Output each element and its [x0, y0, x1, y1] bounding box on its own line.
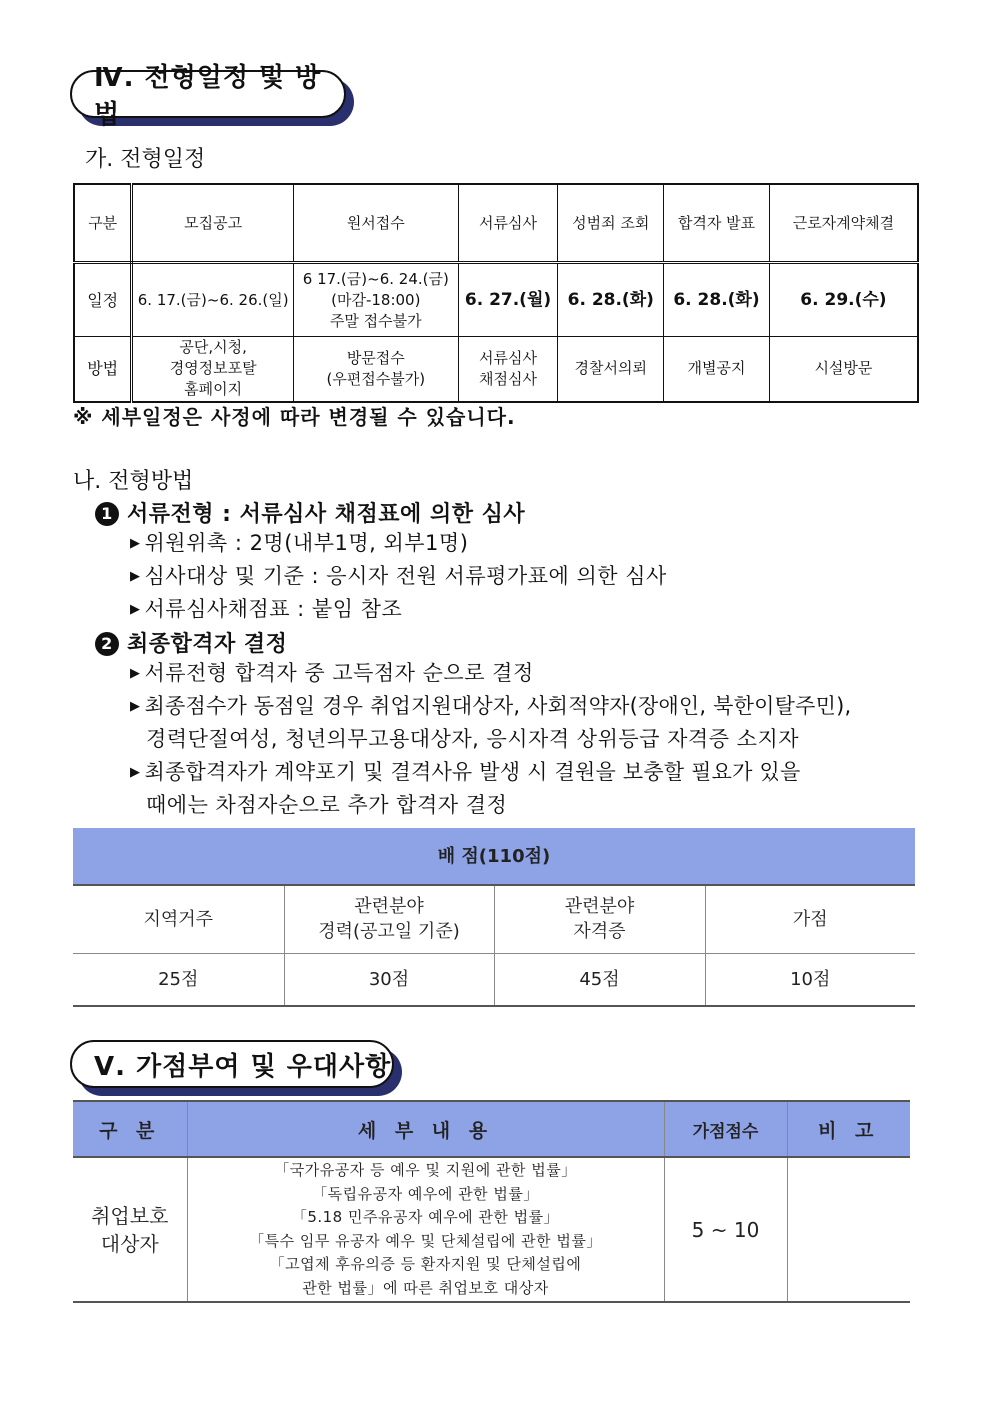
step1-title: 서류전형 : 서류심사 채점표에 의한 심사 [127, 502, 526, 527]
bonus-details [187, 1157, 664, 1302]
method-application-line1: 방문접수 [346, 348, 405, 367]
date-application-line3: 주말 접수불가 [329, 311, 422, 330]
method-document-review [458, 336, 558, 402]
method-application-line2: (우편접수불가) [326, 369, 426, 388]
schedule-note: ※ 세부일정은 사정에 따라 변경될 수 있습니다. [73, 405, 516, 429]
score-table [73, 828, 915, 1007]
step2-item [130, 756, 800, 789]
step2-item-text: 경력단절여성, 청년의무고용대상자, 응시자격 상위등급 자격증 소지자 [146, 727, 800, 751]
step2-item-continued [146, 723, 799, 756]
law-line: 「5.18 민주유공자 예우에 관한 법률」 [291, 1208, 560, 1226]
date-document-review: 6. 27.(월) [458, 263, 558, 337]
score-header-bonus: 가점 [705, 885, 915, 953]
score-header-residence: 지역거주 [73, 885, 284, 953]
date-announcement: 6. 17.(금)~6. 26.(일) [132, 263, 294, 337]
method-announcement-line2: 경영정보포탈 [169, 359, 257, 378]
score-header-experience [284, 885, 494, 953]
section5-heading: Ⅴ. 가점부여 및 우대사항 [70, 1040, 394, 1088]
schedule-row-dates [74, 263, 918, 337]
score-header-experience-line1: 관련분야 [354, 896, 424, 918]
score-value-bonus: 10점 [705, 953, 915, 1006]
header-crime-check: 성범죄 조회 [558, 184, 664, 263]
law-line: 「국가유공자 등 예우 및 지원에 관한 법률」 [274, 1161, 577, 1179]
triangle-bullet-icon: ▶ [130, 666, 141, 681]
subheading-schedule: 가. 전형일정 [85, 147, 206, 172]
date-application-line1: 6 17.(금)~6. 24.(금) [302, 269, 449, 288]
date-crime-check: 6. 28.(화) [558, 263, 664, 337]
header-application: 원서접수 [293, 184, 458, 263]
triangle-bullet-icon: ▶ [130, 569, 141, 584]
header-result: 합격자 발표 [664, 184, 770, 263]
score-header-certificate [494, 885, 705, 953]
step1-heading [95, 497, 525, 528]
section4-heading: Ⅳ. 전형일정 및 방법 [70, 70, 346, 118]
step2-title: 최종합격자 결정 [127, 632, 288, 657]
triangle-bullet-icon: ▶ [130, 765, 141, 780]
header-announcement: 모집공고 [132, 184, 294, 263]
step1-item [130, 527, 468, 560]
date-application-line2: (마감-18:00) [331, 290, 421, 309]
step1-item-text: 위원위촉 : 2명(내부1명, 외부1명) [144, 531, 469, 555]
method-contract: 시설방문 [769, 336, 918, 402]
method-document-review-line2: 채점심사 [479, 369, 537, 388]
triangle-bullet-icon: ▶ [130, 536, 141, 551]
header-contract: 근로자계약체결 [769, 184, 918, 263]
step2-item-text: 때에는 차점자순으로 추가 합격자 결정 [146, 793, 508, 817]
score-header-experience-line2: 경력(공고일 기준) [318, 921, 460, 943]
step2-item [130, 657, 534, 690]
subheading-method: 나. 전형방법 [73, 469, 194, 494]
date-application [293, 263, 458, 337]
method-application [293, 336, 458, 402]
bonus-header-points: 가점점수 [664, 1101, 787, 1157]
score-value-experience: 30점 [284, 953, 494, 1006]
step2-item-text: 최종점수가 동점일 경우 취업지원대상자, 사회적약자(장애인, 북한이탈주민), [144, 694, 852, 718]
bonus-category-line1: 취업보호 [91, 1203, 169, 1228]
bonus-category [73, 1157, 187, 1302]
method-document-review-line1: 서류심사 [479, 348, 537, 367]
date-contract: 6. 29.(수) [769, 263, 918, 337]
step2-item-continued [146, 789, 507, 822]
bonus-remark [787, 1157, 910, 1302]
method-announcement-line3: 홈페이지 [184, 380, 243, 399]
step2-item [130, 690, 851, 723]
bonus-category-line2: 대상자 [100, 1231, 159, 1256]
bonus-header-details: 세 부 내 용 [187, 1101, 664, 1157]
step1-item-text: 서류심사채점표 : 붙임 참조 [144, 597, 403, 621]
law-line: 「독립유공자 예우에 관한 법률」 [312, 1184, 539, 1203]
score-header-certificate-line1: 관련분야 [564, 896, 635, 918]
bonus-header-category: 구 분 [73, 1101, 187, 1157]
bonus-points: 5 ~ 10 [664, 1157, 787, 1302]
score-value-certificate: 45점 [494, 953, 705, 1006]
bonus-header-remark: 비 고 [787, 1101, 910, 1157]
step1-number-icon: 1 [95, 502, 119, 526]
method-crime-check: 경찰서의뢰 [558, 336, 664, 402]
header-document-review: 서류심사 [458, 184, 558, 263]
step1-item [130, 593, 402, 626]
schedule-row-methods [74, 336, 918, 402]
step2-heading [95, 627, 287, 658]
step1-item [130, 560, 667, 593]
method-announcement-line1: 공단,시청, [179, 338, 247, 357]
header-category: 구분 [74, 184, 132, 263]
score-table-title: 배 점(110점) [73, 828, 915, 885]
method-result: 개별공지 [664, 336, 770, 402]
step2-item-text: 최종합격자가 계약포기 및 결격사유 발생 시 결원을 보충할 필요가 있을 [144, 760, 801, 784]
triangle-bullet-icon: ▶ [130, 602, 141, 617]
step1-item-text: 심사대상 및 기준 : 응시자 전원 서류평가표에 의한 심사 [144, 564, 667, 588]
law-line: 관한 법률」에 따른 취업보호 대상자 [302, 1278, 549, 1297]
date-result: 6. 28.(화) [664, 263, 770, 337]
triangle-bullet-icon: ▶ [130, 699, 141, 714]
law-line: 「특수 임무 유공자 예우 및 단체설립에 관한 법률」 [249, 1231, 602, 1250]
method-announcement [132, 336, 294, 402]
row-label-dates: 일정 [74, 263, 132, 337]
bonus-table [73, 1100, 910, 1303]
step2-number-icon: 2 [95, 632, 119, 656]
score-header-certificate-line2: 자격증 [573, 921, 626, 943]
row-label-methods: 방법 [74, 336, 132, 402]
schedule-table [73, 183, 919, 403]
law-line: 「고엽제 후유의증 등 환자지원 및 단체설립에 [269, 1255, 582, 1273]
step2-item-text: 서류전형 합격자 중 고득점자 순으로 결정 [144, 661, 534, 685]
score-value-residence: 25점 [73, 953, 284, 1006]
